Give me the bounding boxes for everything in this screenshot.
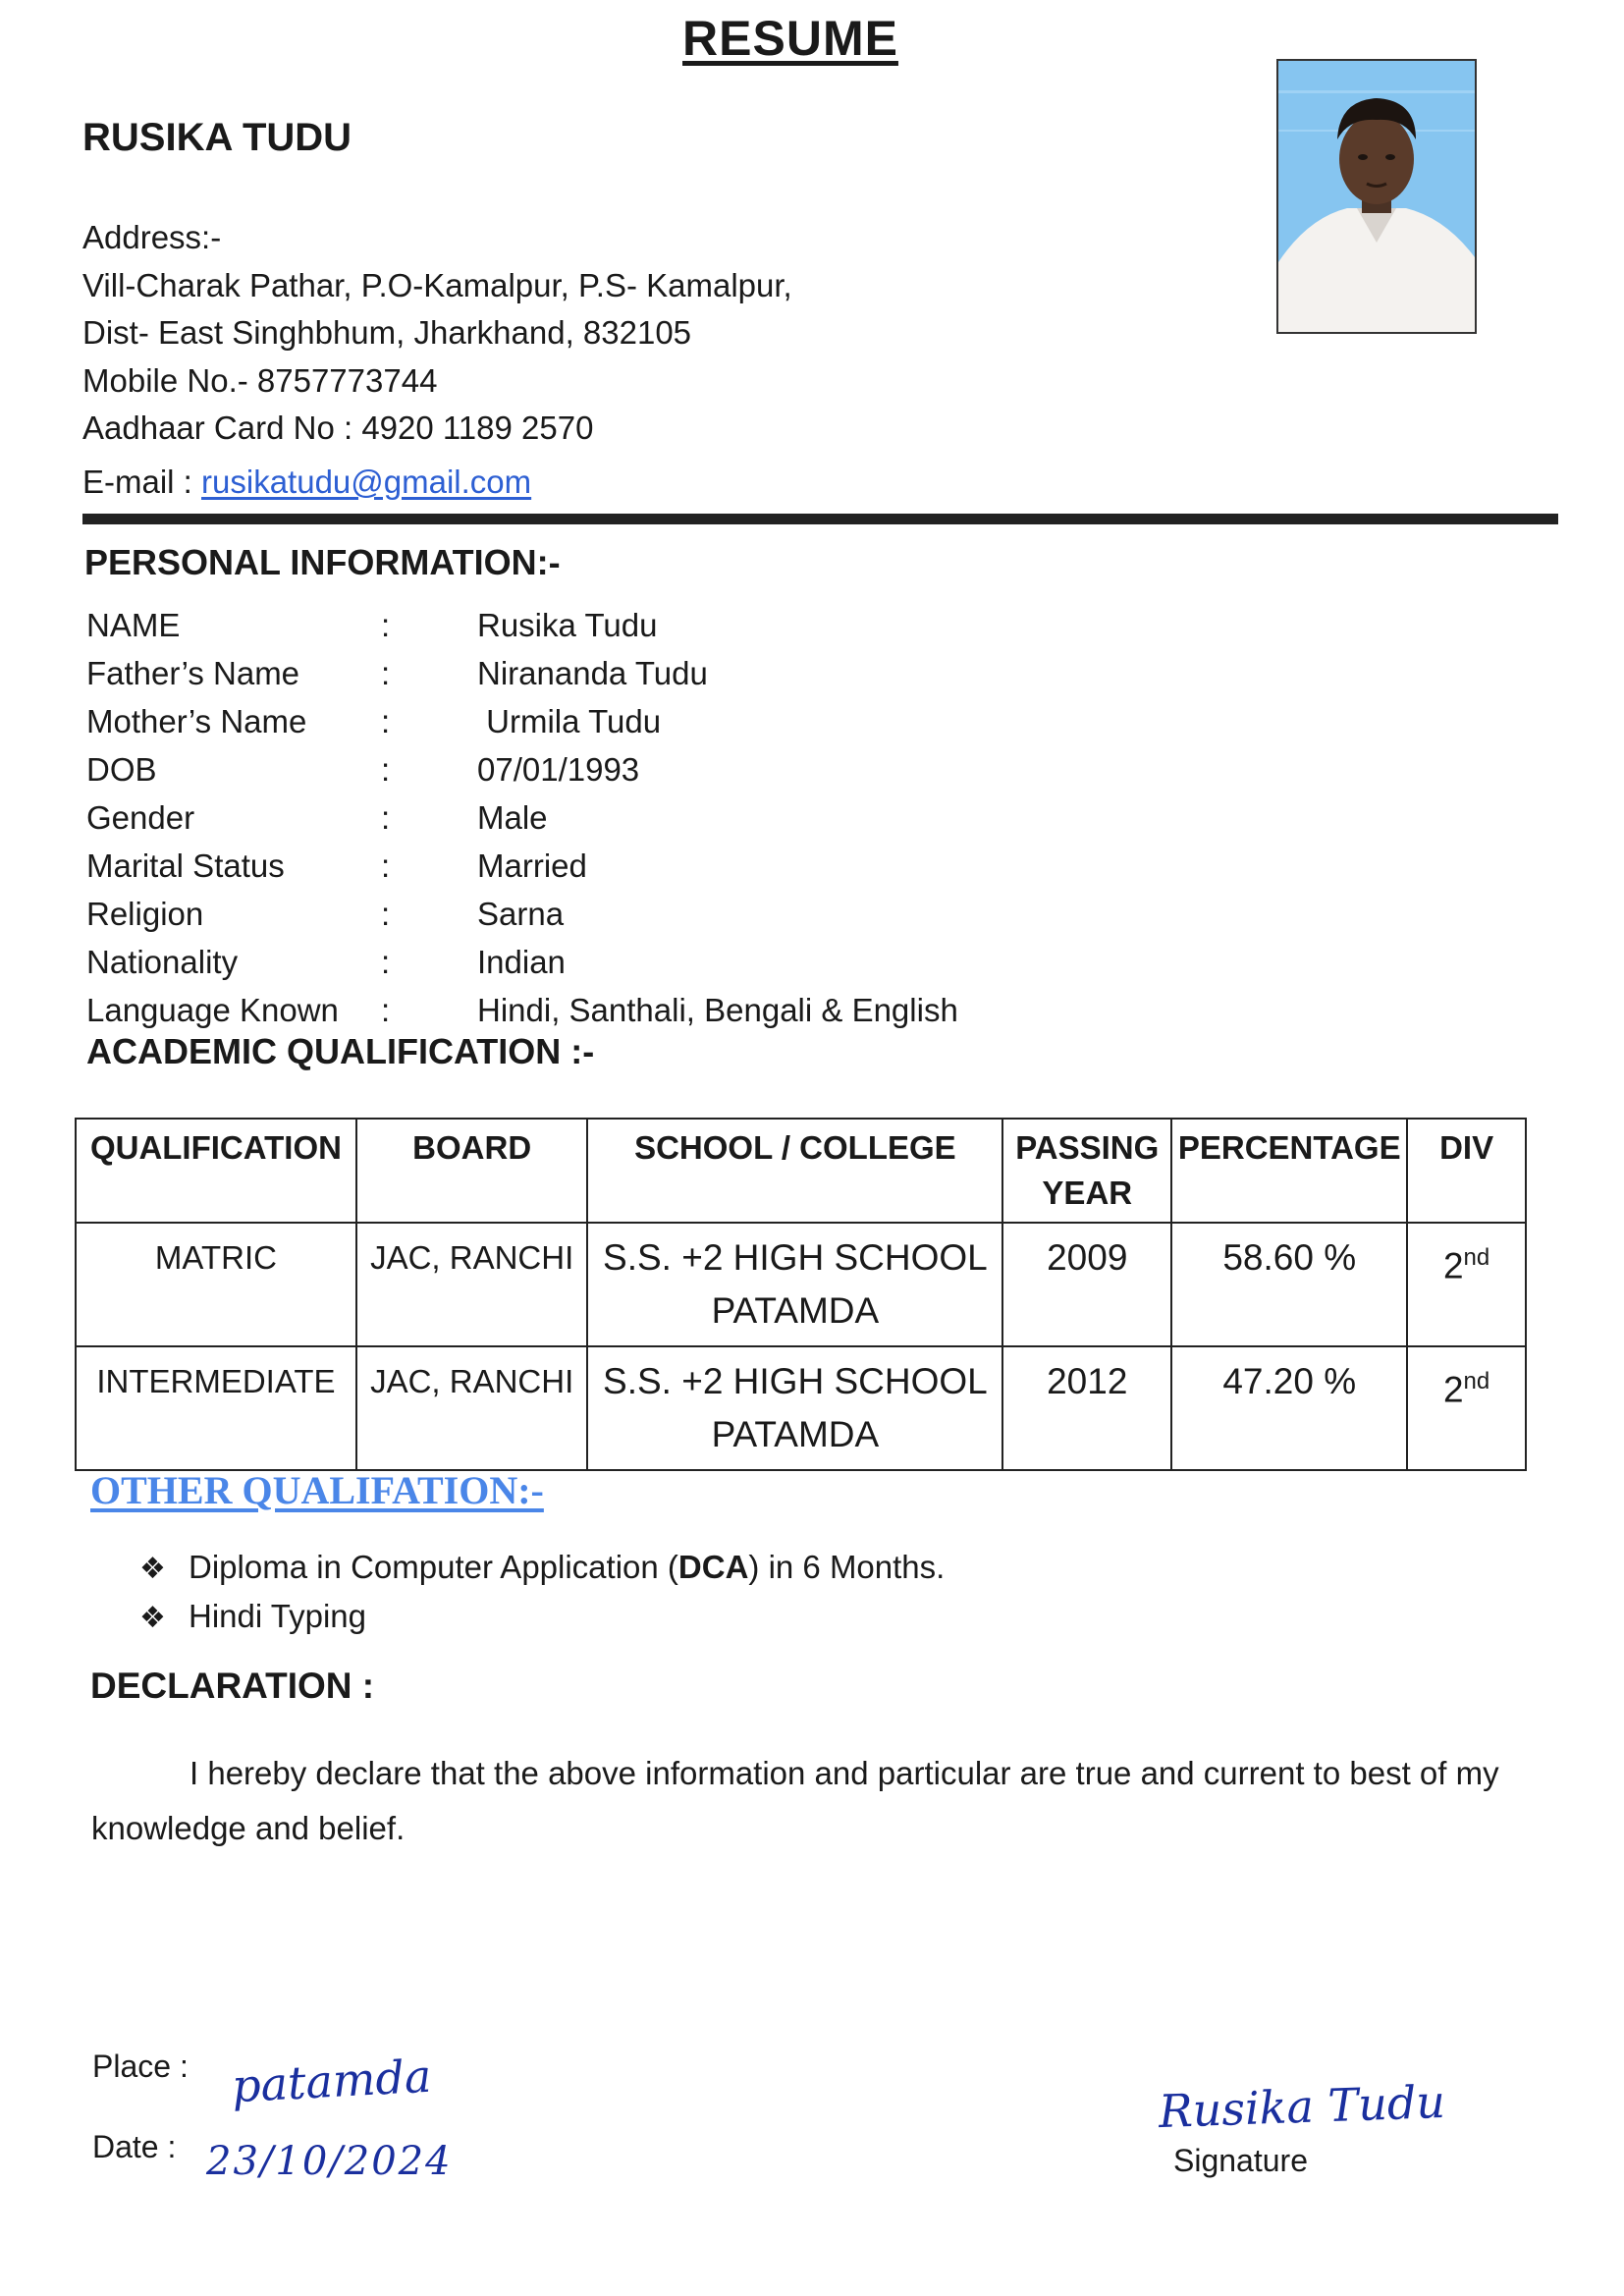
header-divider (82, 514, 1558, 524)
header-qualification: QUALIFICATION (76, 1119, 356, 1223)
place-label: Place : (92, 2049, 189, 2084)
candidate-name: RUSIKA TUDU (82, 116, 352, 159)
field-value: Rusika Tudu (477, 607, 658, 643)
academic-table (75, 1118, 1527, 1471)
field-value: Nirananda Tudu (477, 655, 708, 691)
cell-qualification: INTERMEDIATE (76, 1346, 356, 1470)
table-row (76, 1346, 1526, 1470)
field-label: DOB (86, 751, 157, 788)
field-label: Religion (86, 896, 204, 932)
field-label: Language Known (86, 992, 339, 1028)
item-text-bold: DCA (677, 1549, 749, 1585)
cell-school (587, 1346, 1002, 1470)
cell-year: 2009 (1002, 1223, 1171, 1346)
person-photo-icon (1278, 61, 1475, 332)
item-text-post: ) in 6 Months. (748, 1549, 946, 1585)
field-label: Father’s Name (86, 655, 300, 691)
mobile-number: Mobile No.- 8757773744 (82, 361, 438, 399)
div-value: 2 (1442, 1245, 1464, 1286)
other-qualification-list (139, 1544, 945, 1642)
place-handwritten: patamda (230, 2049, 433, 2113)
page-title: RESUME (682, 11, 898, 66)
academic-heading: ACADEMIC QUALIFICATION :- (86, 1031, 595, 1071)
field-colon: : (381, 992, 391, 1028)
email-label: E-mail : (82, 463, 202, 500)
field-value: Male (477, 799, 548, 836)
list-item (139, 1544, 945, 1593)
field-value: Indian (477, 944, 566, 980)
field-value: Urmila Tudu (477, 703, 662, 739)
field-value: Sarna (477, 896, 565, 932)
cell-board: JAC, RANCHI (356, 1223, 588, 1346)
date-handwritten: 23/10/2024 (206, 2139, 453, 2184)
address-line-1: Vill-Charak Pathar, P.O-Kamalpur, P.S- Kamalpur, (82, 266, 792, 303)
field-value: 07/01/1993 (477, 751, 640, 788)
field-value: Hindi, Santhali, Bengali & English (477, 992, 958, 1028)
header-passing-year (1002, 1119, 1171, 1223)
school-line-2: PATAMDA (711, 1290, 880, 1331)
table-row (76, 1223, 1526, 1346)
address-label: Address:- (82, 219, 222, 255)
school-line-1: S.S. +2 HIGH SCHOOL (603, 1361, 988, 1401)
item-text-pre: Diploma in Computer Application ( (189, 1549, 678, 1585)
field-colon: : (381, 896, 391, 932)
field-value: Married (477, 847, 587, 884)
school-line-2: PATAMDA (711, 1414, 880, 1454)
cell-percentage: 58.60 % (1171, 1223, 1407, 1346)
cell-school (587, 1223, 1002, 1346)
personal-info-heading: PERSONAL INFORMATION:- (84, 542, 561, 582)
field-colon: : (381, 799, 391, 836)
header-year-line-1: PASSING (1015, 1129, 1160, 1166)
field-colon: : (381, 847, 391, 884)
field-colon: : (381, 944, 391, 980)
signature-label: Signature (1173, 2143, 1308, 2178)
cell-div (1407, 1346, 1526, 1470)
header-board: BOARD (356, 1119, 588, 1223)
field-label: Mother’s Name (86, 703, 307, 739)
address-line-2: Dist- East Singhbhum, Jharkhand, 832105 (82, 314, 692, 351)
header-year-line-2: YEAR (1042, 1175, 1133, 1211)
div-superscript: nd (1463, 1244, 1490, 1271)
cell-qualification: MATRIC (76, 1223, 356, 1346)
four-diamond-bullet-icon: ❖ (139, 1602, 166, 1634)
school-line-1: S.S. +2 HIGH SCHOOL (603, 1237, 988, 1278)
field-colon: : (381, 703, 391, 739)
email-line (82, 459, 792, 507)
cell-div (1407, 1223, 1526, 1346)
aadhaar-number: Aadhaar Card No : 4920 1189 2570 (82, 410, 594, 446)
signature-handwritten: Rusika Tudu (1158, 2074, 1446, 2139)
field-colon: : (381, 751, 391, 788)
field-label: NAME (86, 607, 181, 643)
list-item (139, 1593, 945, 1642)
div-value: 2 (1442, 1369, 1464, 1410)
cell-year: 2012 (1002, 1346, 1171, 1470)
field-label: Nationality (86, 944, 239, 980)
cell-percentage: 47.20 % (1171, 1346, 1407, 1470)
declaration-heading: DECLARATION : (90, 1666, 375, 1706)
other-qualification-heading: OTHER QUALIFATION:- (90, 1468, 544, 1512)
contact-block (82, 214, 792, 506)
field-label: Marital Status (86, 847, 285, 884)
header-percentage: PERCENTAGE (1171, 1119, 1407, 1223)
declaration-text: I hereby declare that the above information and particular are true and current to best of my knowledge and belief. (91, 1755, 1499, 1846)
field-colon: : (381, 607, 391, 643)
cell-board: JAC, RANCHI (356, 1346, 588, 1470)
header-school: SCHOOL / COLLEGE (587, 1119, 1002, 1223)
header-div: DIV (1407, 1119, 1526, 1223)
four-diamond-bullet-icon: ❖ (139, 1553, 166, 1585)
item-text: Hindi Typing (189, 1598, 367, 1634)
email-link[interactable]: rusikatudu@gmail.com (201, 463, 532, 500)
div-superscript: nd (1463, 1368, 1490, 1394)
table-header-row (76, 1119, 1526, 1223)
field-colon: : (381, 655, 391, 691)
profile-photo (1276, 59, 1477, 334)
date-label: Date : (92, 2129, 177, 2164)
field-label: Gender (86, 799, 195, 836)
